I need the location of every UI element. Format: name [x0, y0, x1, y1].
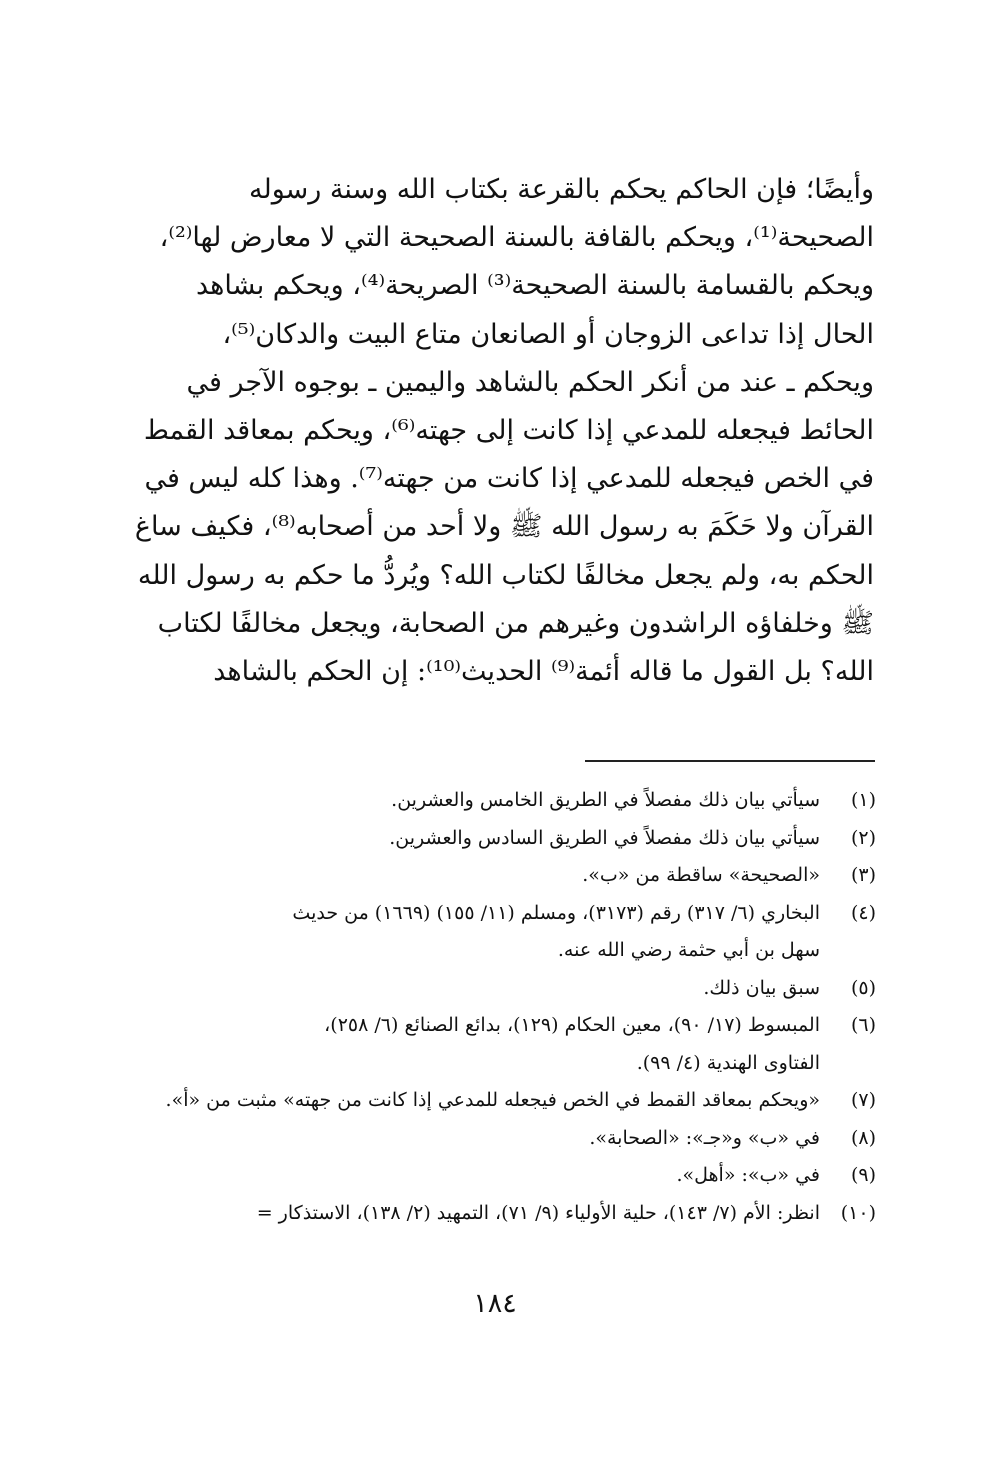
footnote-line: «ويحكم بمعاقد القمط في الخص فيجعله للمدعي إذا كانت من جهته» مثبت من «أ». [165, 1089, 820, 1111]
main-text [118, 166, 874, 696]
footnote-item [110, 1120, 876, 1158]
page-number: ١٨٤ [473, 1288, 517, 1319]
text-line: الله؟ بل القول ما قاله أئمة⁽⁹⁾ الحديث⁽¹⁰⁾: إن الحكم بالشاهد [213, 655, 874, 687]
text-line: ويحكم بالقسامة بالسنة الصحيحة⁽³⁾ الصريحة⁽⁴⁾، ويحكم بشاهد [195, 270, 874, 302]
footnote-line: سيأتي بيان ذلك مفصلاً في الطريق السادس والعشرين. [389, 826, 820, 849]
text-line: ويحكم ـ عند من أنكر الحكم بالشاهد واليمين ـ بوجوه الآجر في [186, 366, 874, 398]
footnote-item [110, 970, 876, 1008]
footnote-text [110, 820, 820, 858]
footnote-item [110, 857, 876, 895]
footnote-line: في «ب»: «أهل». [676, 1164, 820, 1186]
text-line: الصحيحة⁽¹⁾، ويحكم بالقافة بالسنة الصحيحة التي لا معارض لها⁽²⁾، [159, 222, 874, 254]
footnote-text [110, 895, 820, 970]
footnote-number: (٨) [850, 1126, 876, 1149]
footnote-line: البخاري (٦/ ٣١٧) رقم (٣١٧٣)، ومسلم (١١/ ١٥٥) (١٦٦٩) من حديث [292, 901, 820, 924]
footnote-number: (٥) [850, 976, 876, 999]
footnote-line: المبسوط (١٧/ ٩٠)، معين الحكام (١٢٩)، بدائع الصنائع (٦/ ٢٥٨)، [324, 1014, 820, 1036]
footnote-line: انظر: الأم (٧/ ١٤٣)، حلية الأولياء (٩/ ٧١)، التمهيد (٢/ ١٣٨)، الاستذكار = [256, 1201, 820, 1224]
text-line: الحائط فيجعله للمدعي إذا كانت إلى جهته⁽⁶⁾، ويحكم بمعاقد القمط [143, 414, 874, 446]
footnote-text [110, 1120, 820, 1158]
footnote-text [110, 1007, 820, 1082]
footnote-text [110, 1082, 820, 1120]
footnote-item [110, 1195, 876, 1233]
footnote-number: (٤) [850, 901, 876, 924]
footnote-text [110, 1195, 820, 1233]
footnote-text [110, 782, 820, 820]
text-line: في الخص فيجعله للمدعي إذا كانت من جهته⁽⁷⁾. وهذا كله ليس في [144, 463, 874, 495]
footnote-line: «الصحيحة» ساقطة من «ب». [582, 864, 820, 886]
footnote-number: (٩) [850, 1164, 876, 1186]
footnote-item [110, 895, 876, 970]
footnote-text [110, 970, 820, 1008]
footnote-number: (١) [850, 789, 876, 811]
footnote-item [110, 1082, 876, 1120]
footnote-number: (١٠) [840, 1201, 876, 1224]
footnote-line: سيأتي بيان ذلك مفصلاً في الطريق الخامس والعشرين. [391, 789, 820, 811]
text-line: وأيضًا؛ فإن الحاكم يحكم بالقرعة بكتاب الله وسنة رسوله [249, 174, 874, 205]
footnote-item [110, 1007, 876, 1082]
footnote-number: (٢) [850, 826, 876, 849]
footnote-item [110, 1157, 876, 1195]
footnote-divider [585, 760, 875, 762]
text-line: الحكم به، ولم يجعل مخالفًا لكتاب الله؟ ويُردُّ ما حكم به رسول الله [137, 559, 874, 591]
footnote-number: (٧) [850, 1089, 876, 1111]
footnote-line: في «ب» و«جـ»: «الصحابة». [589, 1126, 820, 1149]
footnote-line: سهل بن أبي حثمة رضي الله عنه. [557, 939, 820, 961]
text-line: الحال إذا تداعى الزوجان أو الصانعان متاع البيت والدكان⁽⁵⁾، [222, 318, 874, 350]
footnote-text [110, 857, 820, 895]
footnotes [110, 782, 876, 1232]
text-line: ﷺ وخلفاؤه الراشدون وغيرهم من الصحابة، ويجعل مخالفًا لكتاب [157, 607, 874, 639]
text-line: القرآن ولا حَكَمَ به رسول الله ﷺ ولا أحد من أصحابه⁽⁸⁾، فكيف ساغ [134, 511, 874, 543]
footnote-text [110, 1157, 820, 1195]
footnote-item [110, 782, 876, 820]
footnote-item [110, 820, 876, 858]
footnote-line: الفتاوى الهندية (٤/ ٩٩). [636, 1051, 820, 1074]
footnote-number: (٦) [850, 1014, 876, 1036]
footnote-line: سبق بيان ذلك. [703, 976, 820, 999]
footnote-number: (٣) [850, 864, 876, 886]
